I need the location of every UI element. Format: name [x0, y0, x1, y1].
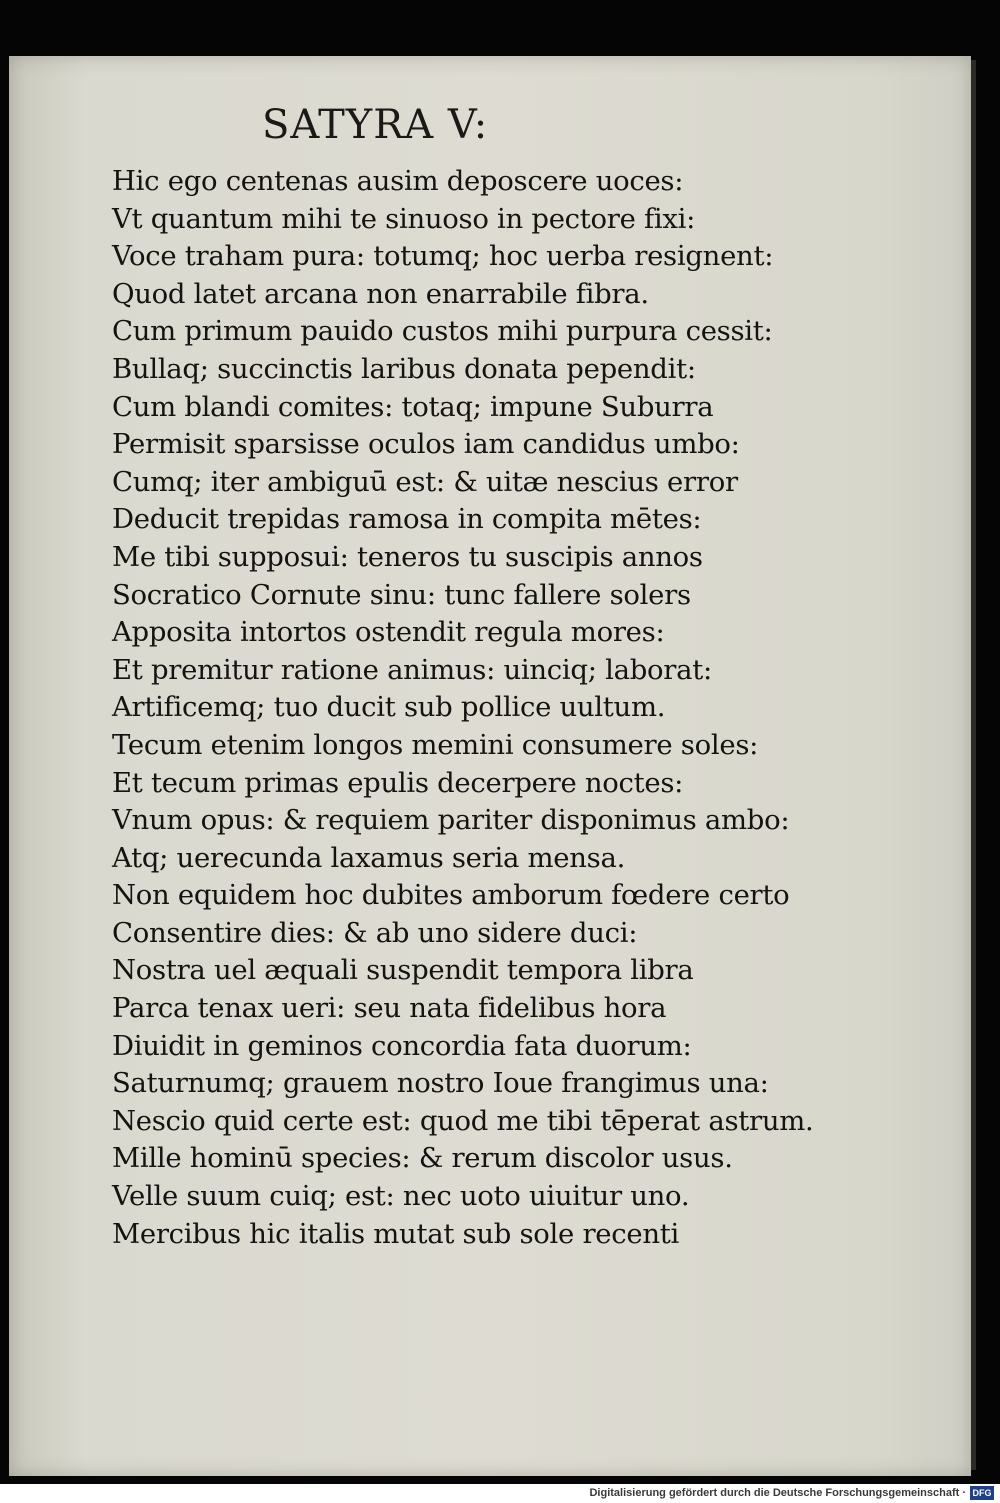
verse-line: Consentire dies: & ab uno sidere duci: [112, 916, 638, 949]
verse-line: Velle suum cuiq; est: nec uoto uiuitur uno. [112, 1180, 690, 1213]
verse-line: Et premitur ratione animus: uinciq; laborat: [112, 653, 712, 686]
running-head: SATYRA V: [262, 102, 489, 148]
verse-line: Diuidit in geminos concordia fata duorum: [112, 1029, 692, 1062]
verse-line: Parca tenax ueri: seu nata fidelibus hora [112, 992, 667, 1025]
funding-credit: Digitalisierung gefördert durch die Deutsche Forschungsgemeinschaft · [589, 1487, 966, 1499]
verse-line: Vt quantum mihi te sinuoso in pectore fixi: [112, 202, 696, 235]
verse-line: Artificemq; tuo ducit sub pollice uultum. [112, 691, 666, 724]
verse-line: Mille hominū species: & rerum discolor usus. [112, 1142, 733, 1175]
verse-line: Non equidem hoc dubites amborum fœdere certo [112, 879, 790, 912]
verse-line: Tecum etenim longos memini consumere soles: [112, 728, 759, 761]
verse-text [112, 163, 814, 1253]
verse-line: Hic ego centenas ausim deposcere uoces: [112, 165, 684, 197]
verse-line: Nescio quid certe est: quod me tibi tēperat astrum. [112, 1104, 814, 1137]
verse-line: Atq; uerecunda laxamus seria mensa. [112, 841, 626, 874]
verse-line: Nostra uel æquali suspendit tempora libra [112, 954, 694, 987]
verse-line: Permisit sparsisse oculos iam candidus umbo: [112, 428, 740, 461]
verse-line: Bullaq; succinctis laribus donata pependit: [112, 352, 696, 385]
verse-line: Apposita intortos ostendit regula mores: [112, 616, 665, 649]
verse-line: Cum primum pauido custos mihi purpura cessit: [112, 315, 773, 348]
verse-line: Socratico Cornute sinu: tunc fallere solers [112, 578, 691, 611]
verse-line: Cumq; iter ambiguū est: & uitæ nescius error [112, 465, 738, 498]
verse-line: Quod latet arcana non enarrabile fibra. [112, 277, 649, 310]
verse-line: Vnum opus: & requiem pariter disponimus ambo: [112, 804, 790, 837]
verse-line: Saturnumq; grauem nostro Ioue frangimus una: [112, 1067, 769, 1100]
verse-line: Et tecum primas epulis decerpere noctes: [112, 766, 684, 799]
verse-line: Cum blandi comites: totaq; impune Suburra [112, 390, 714, 423]
dfg-logo: DFG [970, 1486, 994, 1500]
verse-line: Voce traham pura: totumq; hoc uerba resignent: [112, 240, 774, 273]
verse-line: Deducit trepidas ramosa in compita mētes: [112, 503, 702, 536]
verse-line: Mercibus hic italis mutat sub sole recenti [112, 1217, 680, 1250]
page-edge [971, 60, 976, 1470]
verse-line: Me tibi supposui: teneros tu suscipis annos [112, 540, 703, 573]
